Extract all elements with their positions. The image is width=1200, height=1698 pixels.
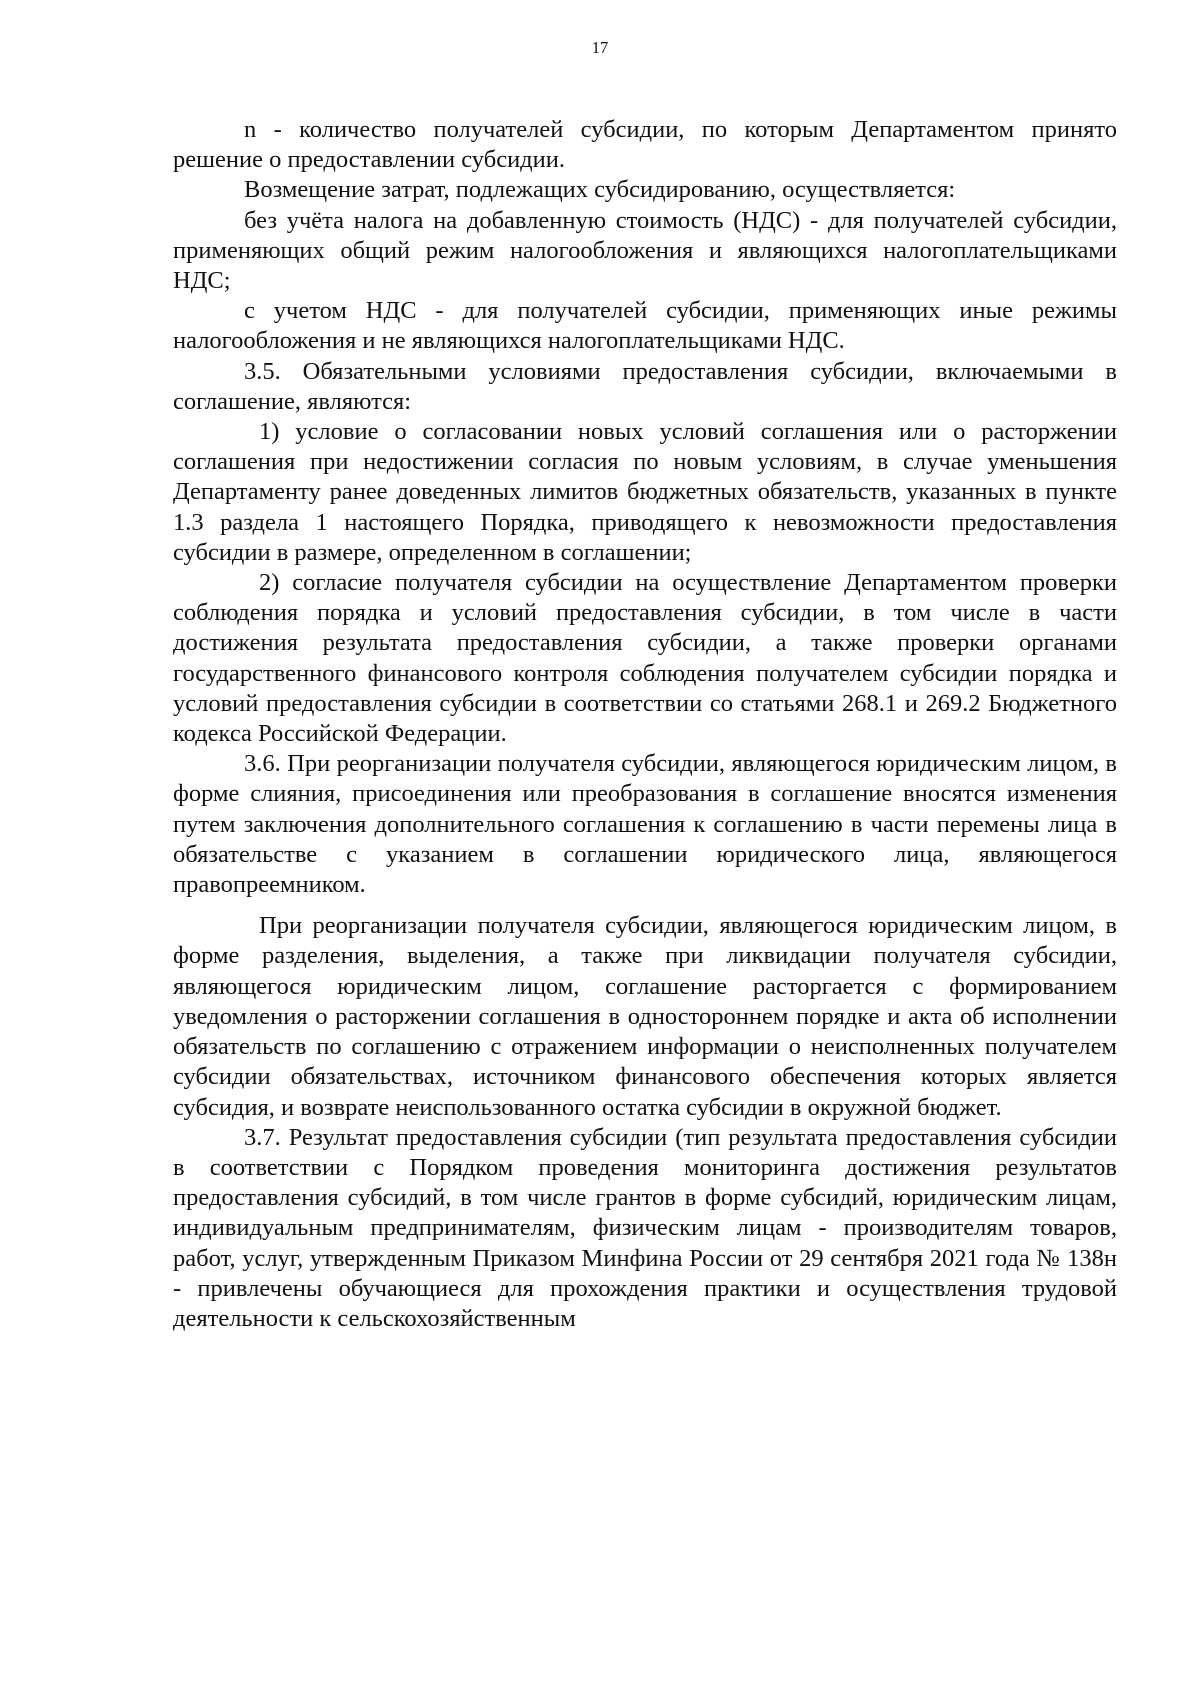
paragraph-n-definition: n - количество получателей субсидии, по которым Департаментом принято решение о предоставлении субсидии. xyxy=(173,116,1117,174)
page-number: 17 xyxy=(591,38,609,57)
paragraph-reorganization: При реорганизации получателя субсидии, являющегося юридическим лицом, в форме разделения, выделения, а также при ликвидации получателя субсидии, являющегося юридическим лицом, соглашение расторгается с формированием уведомления о расторжении соглашения в одностороннем порядке и акта об исполнении обязательств по соглашению с отражением информации о неисполненных получателем субсидии обязательствах, источником финансового обеспечения которых является субсидия, и возврате неиспользованного остатка субсидии в окружной бюджет. xyxy=(173,912,1117,1121)
paragraph-section-3-6: 3.6. При реорганизации получателя субсидии, являющегося юридическим лицом, в форме слияния, присоединения или преобразования в соглашение вносятся изменения путем заключения дополнительного соглашения к соглашению в части перемены лица в обязательстве с указанием в соглашении юридического лица, являющегося правопреемником. xyxy=(173,750,1117,899)
document-body xyxy=(173,115,1117,1334)
paragraph-section-3-7: 3.7. Результат предоставления субсидии (тип результата предоставления субсидии в соответствии с Порядком проведения мониторинга достижения результатов предоставления субсидий, в том числе грантов в форме субсидий, юридическим лицам, индивидуальным предпринимателям, физическим лицам - производителям товаров, работ, услуг, утвержденным Приказом Минфина России от 29 сентября 2021 года № 138н - привлечены обучающиеся для прохождения практики и осуществления трудовой деятельности к сельскохозяйственным xyxy=(173,1123,1117,1332)
paragraph-with-vat: с учетом НДС - для получателей субсидии, применяющих иные режимы налогообложения и не являющихся налогоплательщиками НДС. xyxy=(173,297,1117,355)
paragraph-section-3-5: 3.5. Обязательными условиями предоставления субсидии, включаемыми в соглашение, являются: xyxy=(173,357,1117,415)
paragraph-cost-reimbursement: Возмещение затрат, подлежащих субсидированию, осуществляется: xyxy=(244,176,956,204)
paragraph-condition-2: 2) согласие получателя субсидии на осуществление Департаментом проверки соблюдения порядка и условий предоставления субсидии, в том числе в части достижения результата предоставления субсидии, а также проверки органами государственного финансового контроля соблюдения получателем субсидии порядка и условий предоставления субсидии в соответствии со статьями 268.1 и 269.2 Бюджетного кодекса Российской Федерации. xyxy=(173,569,1117,748)
paragraph-without-vat: без учёта налога на добавленную стоимость (НДС) - для получателей субсидии, применяющих общий режим налогообложения и являющихся налогоплательщиками НДС; xyxy=(173,206,1117,295)
paragraph-condition-1: 1) условие о согласовании новых условий соглашения или о расторжении соглашения при недостижении согласия по новым условиям, в случае уменьшения Департаменту ранее доведенных лимитов бюджетных обязательств, указанных в пункте 1.3 раздела 1 настоящего Порядка, приводящего к невозможности предоставления субсидии в размере, определенном в соглашении; xyxy=(173,418,1117,566)
